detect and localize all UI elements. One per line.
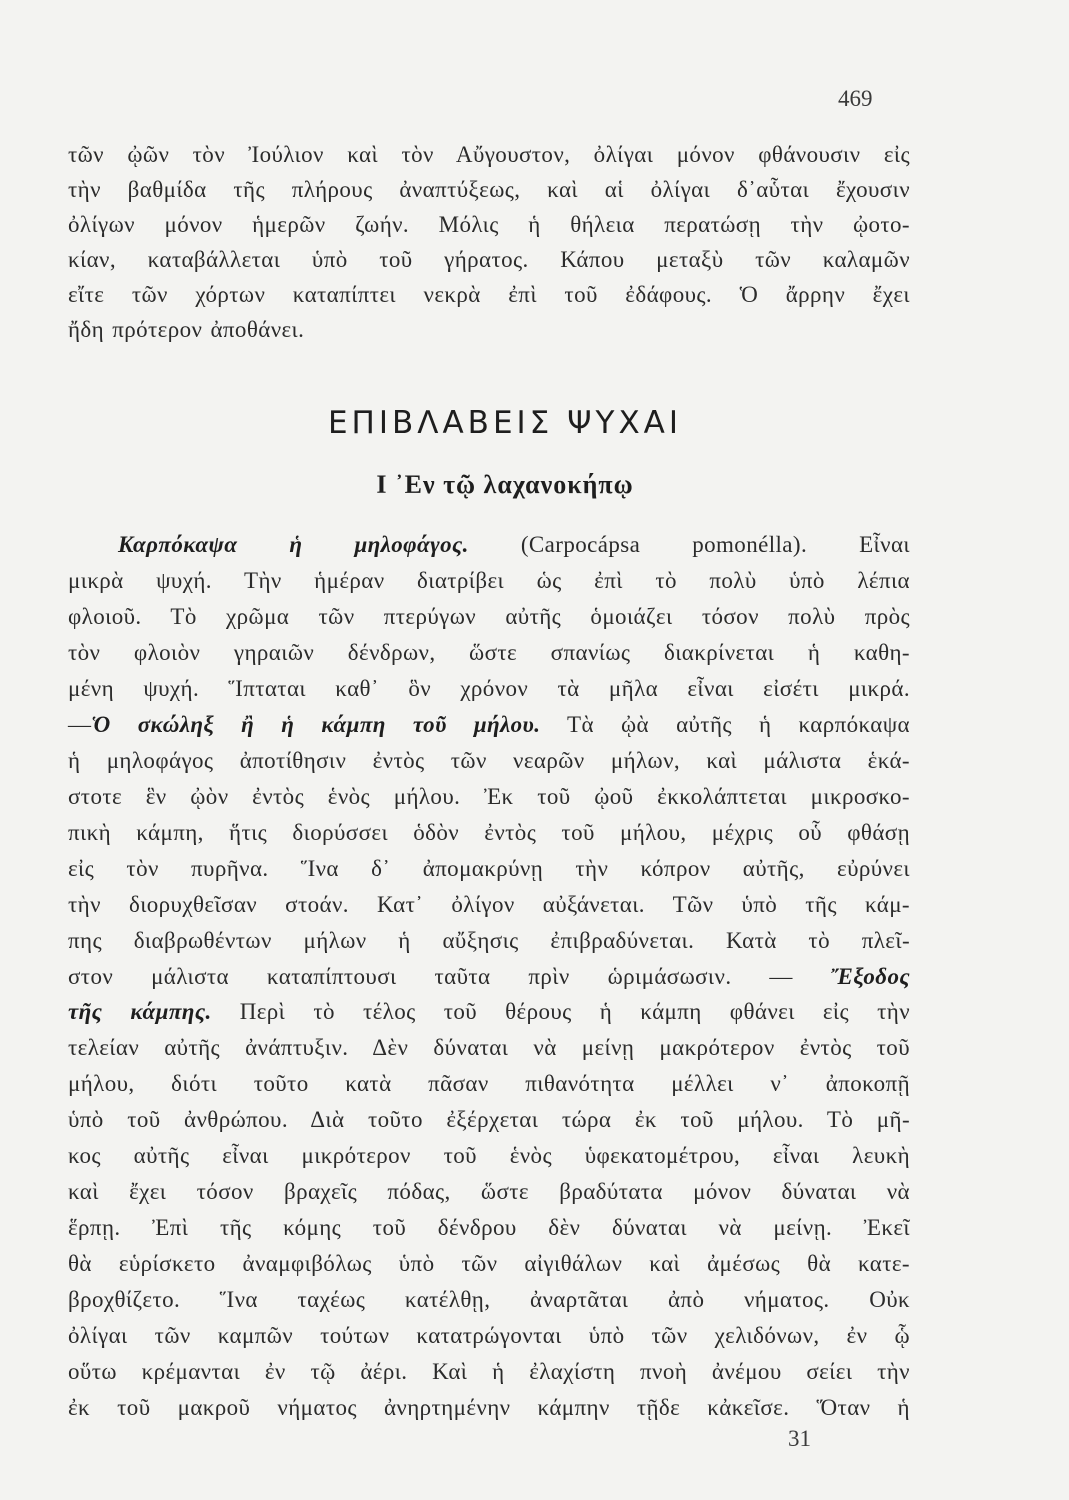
- text-line: [68, 315, 910, 345]
- text-span: τὴν διορυχθεῖσαν στοάν. Κατ᾽ ὀλίγον αὐξάνεται. Τῶν ὑπὸ τῆς κάμ-: [68, 891, 910, 917]
- text-span: στον μάλιστα καταπίπτουσι ταῦτα πρὶν ὡριμάσωσιν. —: [68, 963, 831, 989]
- text-span: τὸν φλοιὸν γηραιῶν δένδρων, ὥστε σπανίως διακρίνεται ἡ καθη-: [68, 639, 910, 665]
- text-line: [68, 1321, 910, 1351]
- text-line: [68, 1033, 910, 1063]
- text-line: [68, 1141, 910, 1171]
- text-line: [68, 1285, 910, 1315]
- text-span: εἰς τὸν πυρῆνα. Ἵνα δ᾽ ἀπομακρύνῃ τὴν κόπρον αὐτῆς, εὐρύνει: [68, 855, 910, 881]
- text-span: πης διαβρωθέντων μήλων ἡ αὔξησις ἐπιβραδύνεται. Κατὰ τὸ πλεῖ-: [68, 927, 910, 953]
- text-line: [68, 997, 910, 1027]
- text-line: [68, 1069, 910, 1099]
- text-line: [68, 962, 910, 992]
- text-line: [68, 854, 910, 884]
- text-span: μήλου, διότι τοῦτο κατὰ πᾶσαν πιθανότητα μέλλει ν᾽ ἀποκοπῇ: [68, 1071, 910, 1097]
- text-line: [68, 1249, 910, 1279]
- text-span: (Carpocápsa pomonélla). Εἶναι: [468, 532, 910, 557]
- subsection-heading: Ι ᾿Εν τῷ λαχανοκήπῳ: [376, 470, 634, 499]
- text-span: ἡ μηλοφάγος ἀποτίθησιν ἐντὸς τῶν νεαρῶν μήλων, καὶ μάλιστα ἑκά-: [68, 747, 910, 773]
- text-span: φλοιοῦ. Τὸ χρῶμα τῶν πτερύγων αὐτῆς ὁμοιάζει τόσον πολὺ πρὸς: [68, 603, 910, 629]
- text-span: ὀλίγων μόνον ἡμερῶν ζωήν. Μόλις ἡ θήλεια περατώσῃ τὴν ᾠοτο-: [68, 212, 910, 237]
- text-span: Περὶ τὸ τέλος τοῦ θέρους ἡ κάμπη φθάνει εἰς τὴν: [211, 999, 910, 1025]
- text-span: εἴτε τῶν χόρτων καταπίπτει νεκρὰ ἐπὶ τοῦ ἐδάφους. Ὁ ἄρρην ἔχει: [68, 282, 910, 307]
- text-span: μένη ψυχή. Ἵπταται καθ᾽ ὃν χρόνον τὰ μῆλα εἶναι εἰσέτι μικρά.: [68, 675, 910, 701]
- text-span: κίαν, καταβάλλεται ὑπὸ τοῦ γήρατος. Κάπου μεταξὺ τῶν καλαμῶν: [68, 247, 910, 272]
- text-line: [68, 1393, 910, 1423]
- text-line: [68, 210, 910, 240]
- text-line: [68, 280, 910, 310]
- text-span: μικρὰ ψυχή. Τὴν ἡμέραν διατρίβει ὡς ἐπὶ τὸ πολὺ ὑπὸ λέπια: [68, 567, 910, 593]
- text-span: ἕρπῃ. Ἐπὶ τῆς κόμης τοῦ δένδρου δὲν δύναται νὰ μείνῃ. Ἐκεῖ: [68, 1215, 910, 1241]
- text-line: [68, 638, 910, 668]
- text-span: ὀλίγαι τῶν καμπῶν τούτων κατατρώγονται ὑπὸ τῶν χελιδόνων, ἐν ᾧ: [68, 1323, 910, 1349]
- text-line: [68, 245, 910, 275]
- text-line: [118, 530, 910, 560]
- text-line: [68, 175, 910, 205]
- text-span: οὕτω κρέμανται ἐν τῷ ἀέρι. Καὶ ἡ ἐλαχίστη πνοὴ ἀνέμου σείει τὴν: [68, 1359, 910, 1385]
- text-span: τελείαν αὐτῆς ἀνάπτυξιν. Δὲν δύναται νὰ μείνῃ μακρότερον ἐντὸς τοῦ: [68, 1035, 910, 1061]
- text-line: [68, 926, 910, 956]
- text-line: [68, 1177, 910, 1207]
- text-span: θὰ εὑρίσκετο ἀναμφιβόλως ὑπὸ τῶν αἰγιθάλων καὶ ἀμέσως θὰ κατε-: [68, 1251, 910, 1277]
- text-span: ἤδη πρότερον ἀποθάνει.: [68, 317, 305, 342]
- text-span: καὶ ἔχει τόσον βραχεῖς πόδας, ὥστε βραδύτατα μόνον δύναται νὰ: [68, 1179, 910, 1205]
- text-line: [68, 890, 910, 920]
- text-span: κος αὐτῆς εἶναι μικρότερον τοῦ ἑνὸς ὑφεκατομέτρου, εἶναι λευκὴ: [68, 1143, 910, 1169]
- text-line: [68, 1357, 910, 1387]
- text-span: τῶν ᾠῶν τὸν Ἰούλιον καὶ τὸν Αὔγουστον, ὀλίγαι μόνον φθάνουσιν εἰς: [68, 142, 910, 167]
- text-span: βροχθίζετο. Ἵνα ταχέως κατέλθῃ, ἀναρτᾶται ἀπὸ νήματος. Οὐκ: [68, 1287, 910, 1313]
- text-span: στοτε ἓν ᾠὸν ἐντὸς ἑνὸς μήλου. Ἐκ τοῦ ᾠοῦ ἐκκολάπτεται μικροσκο-: [68, 783, 910, 809]
- section-heading: ΕΠΙΒΛΑΒΕΙΣ ΨΥΧΑΙ: [327, 405, 683, 441]
- text-span: ἐκ τοῦ μακροῦ νήματος ἀνηρτημένην κάμπην τῇδε κἀκεῖσε. Ὅταν ἡ: [68, 1395, 910, 1421]
- text-line: [68, 602, 910, 632]
- text-line: [68, 818, 910, 848]
- text-line: [68, 140, 910, 170]
- text-line: [68, 1213, 910, 1243]
- bold-italic-term: Καρπόκαψα ἡ μηλοφάγος.: [118, 532, 469, 557]
- text-line: [68, 1105, 910, 1135]
- text-line: [68, 674, 910, 704]
- text-span: Τὰ ᾠὰ αὐτῆς ἡ καρπόκαψα: [540, 711, 910, 737]
- bold-italic-term: Ὁ σκώληξ ἢ ἡ κάμπη τοῦ μήλου.: [91, 711, 541, 737]
- bold-italic-term: τῆς κάμπης.: [68, 999, 212, 1025]
- text-span: ὑπὸ τοῦ ἀνθρώπου. Διὰ τοῦτο ἐξέρχεται τώρα ἐκ τοῦ μήλου. Τὸ μῆ-: [68, 1107, 910, 1133]
- text-line: [68, 746, 910, 776]
- bold-italic-term: Ἔξοδος: [830, 963, 910, 989]
- text-line: [68, 782, 910, 812]
- page-number-top: 469: [838, 86, 873, 111]
- text-span: τὴν βαθμίδα τῆς πλήρους ἀναπτύξεως, καὶ αἱ ὀλίγαι δ᾽αὗται ἔχουσιν: [68, 177, 910, 202]
- text-line: [68, 710, 910, 740]
- text-line: [68, 566, 910, 596]
- text-span: πικὴ κάμπη, ἥτις διορύσσει ὁδὸν ἐντὸς τοῦ μήλου, μέχρις οὗ φθάσῃ: [68, 819, 910, 845]
- page-number-bottom: 31: [788, 1426, 811, 1451]
- text-span: —: [68, 711, 92, 737]
